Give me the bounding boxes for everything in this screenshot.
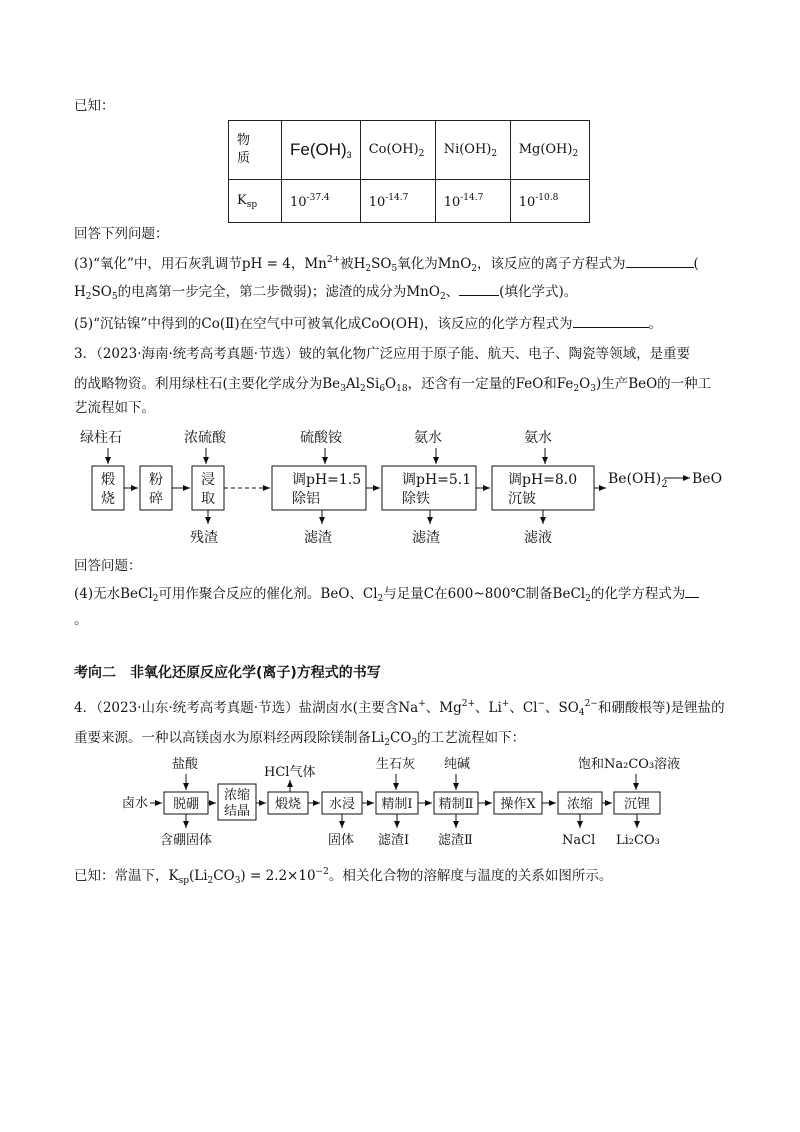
svg-text:煅: 煅 [101,472,115,488]
section-heading: 考向二 非氧化还原反应化学(离子)方程式的书写 [74,665,381,681]
input-label: 饱和Na₂CO₃溶液 [578,757,681,772]
svg-text:精制Ⅰ: 精制Ⅰ [381,797,413,812]
header-label-1: 物 [237,133,251,148]
svg-text:煅烧: 煅烧 [274,797,302,812]
problem-3-line-3: 艺流程如下。 [74,400,155,416]
known-ksp-li2co3: 已知：常温下，$K_{sp}(Li_2CO_3) = 2.2\times 10^{-2}$。相关化合物的溶解度与温度的关系如图所示。 [74,867,613,886]
ksp-value-cell: $10^{-37.4}$ [282,180,361,223]
input-label: 氨水 [524,430,552,446]
output-label: 固体 [328,833,355,848]
svg-text:操作X: 操作X [500,797,536,812]
input-label: 氨水 [414,430,442,446]
output-label: NaCl [562,833,596,848]
output-label: 滤渣Ⅰ [378,833,410,848]
svg-text:浓缩: 浓缩 [566,797,594,812]
input-label: 浓硫酸 [184,430,226,446]
problem-3-line-1: 3．（2023·海南·统考高考真题·节选）铍的氧化物广泛应用于原子能、航天、电子、陶瓷等领域，是重要 [74,346,691,362]
question-5: (5)“沉钴镍”中得到的Co(Ⅱ)在空气中可被氧化成CoO(OH)，该反应的化学方程式为 。 [74,316,662,332]
svg-text:除铁: 除铁 [402,491,430,507]
output-label: 滤渣 [412,530,440,546]
start-label: 卤水 [122,796,149,811]
compound-cell: $Ni(OH)_2$ [435,121,510,180]
answer-prompt-2: 回答问题： [74,558,142,574]
problem-4-line-2: 重要来源。一种以高镁卤水为原料经两段除镁制备$Li_2CO_3$的工艺流程如下： [74,730,526,748]
input-label: 硫酸铵 [300,430,342,446]
answer-prompt: 回答下列问题： [74,226,169,242]
table-row [229,121,590,180]
output-label: Li₂CO₃ [616,833,660,848]
compound-cell: $Co(OH)_2$ [360,121,435,180]
beryllium-flowchart [0,420,800,550]
input-label: 盐酸 [172,757,199,772]
svg-text:结晶: 结晶 [223,804,251,819]
table-row [229,180,590,223]
output-label: 滤渣Ⅱ [438,833,473,848]
answer-blank[interactable] [459,283,499,296]
svg-text:水浸: 水浸 [328,797,356,812]
header-label-2: 质 [237,151,251,166]
answer-blank[interactable] [626,255,694,268]
output-label: 滤液 [524,530,552,546]
svg-text:沉锂: 沉锂 [623,797,651,812]
question-4: (4)无水BeCl$_2$可用作聚合反应的催化剂。BeO、$Cl_2$与足量C在600~800℃制备BeCl$_2$的化学方程式为 [74,584,699,609]
problem-3-line-2: 的战略物资。利用绿柱石(主要化学成分为$Be_3Al_2Si_6O_{18}$，还含有一定量的FeO和$Fe_2O_3$)生产BeO的一种工 [74,376,712,394]
product-be-oh2: $Be(OH)_2$ [608,471,668,490]
answer-blank[interactable] [685,585,699,598]
svg-text:调pH=8.0: 调pH=8.0 [508,472,578,488]
output-label: 滤渣 [304,530,332,546]
product-beo: BeO [692,471,723,487]
input-label: HCl气体 [264,765,316,780]
svg-text:浸: 浸 [201,472,215,488]
question-3-line-1: (3)“氧化”中，用石灰乳调节pH = 4，$Mn^{2+}$被$H_2SO_5$氧化为MnO$_2$，该反应的离子方程式为 ( [74,255,699,274]
ksp-table [228,120,590,223]
input-label: 纯碱 [444,757,471,772]
output-label: 残渣 [190,530,218,546]
svg-text:精制Ⅱ: 精制Ⅱ [438,797,474,812]
svg-text:浓缩: 浓缩 [223,788,251,803]
ksp-value-cell: $10^{-10.8}$ [510,180,589,223]
answer-blank[interactable] [573,315,649,328]
input-label: 绿柱石 [80,430,122,446]
problem-4-line-1: 4．（2023·山东·统考高考真题·节选）盐湖卤水(主要含Na+、$Mg^{2+}$、Li+、Cl−、$SO_4^{2-}$和硼酸根等)是锂盐的 [74,699,725,718]
svg-text:调pH=1.5: 调pH=1.5 [292,472,362,488]
question-3-line-2: $H_2SO_5$的电离第一步完全，第二步微弱)；滤渣的成分为MnO$_2$、 (填化学式)。 [74,284,578,302]
svg-text:取: 取 [201,491,215,507]
svg-text:沉铍: 沉铍 [508,491,536,507]
svg-text:调pH=5.1: 调pH=5.1 [402,472,472,488]
header-cell [229,121,282,180]
output-label: 含硼固体 [160,833,213,848]
lithium-flowchart [0,752,800,852]
ksp-value-cell: $10^{-14.7}$ [360,180,435,223]
svg-text:烧: 烧 [101,491,115,507]
ksp-label-cell: $K_{sp}$ [229,180,282,223]
svg-text:除铝: 除铝 [292,491,320,507]
question-4-end: 。 [74,612,88,628]
svg-text:粉: 粉 [149,472,163,488]
input-label: 生石灰 [376,757,416,772]
svg-text:碎: 碎 [149,491,163,507]
known-label: 已知： [74,98,115,114]
compound-cell: $Mg(OH)_2$ [510,121,589,180]
compound-cell: $Fe(OH)_3$ [282,121,361,180]
ksp-value-cell: $10^{-14.7}$ [435,180,510,223]
svg-text:脱硼: 脱硼 [172,797,200,812]
